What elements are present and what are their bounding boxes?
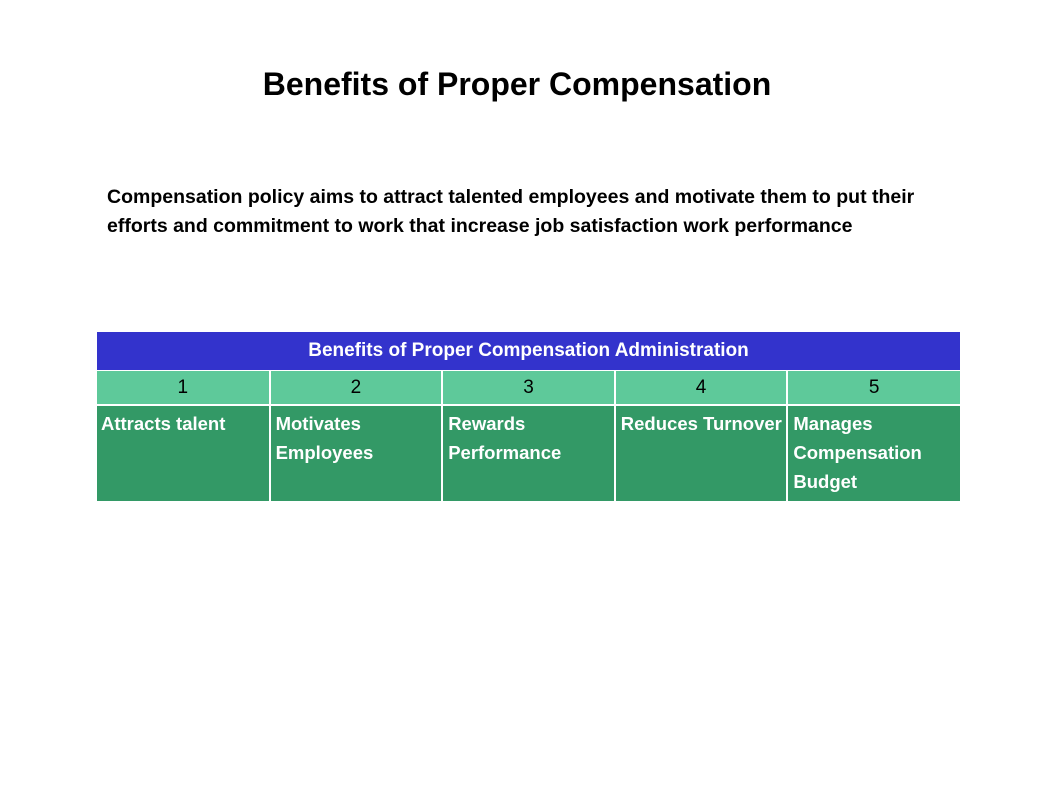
- number-cell: 3: [442, 371, 615, 406]
- benefit-cell: Motivates Employees: [270, 405, 443, 501]
- number-cell: 1: [97, 371, 270, 406]
- number-row: [97, 371, 960, 406]
- number-cell: 2: [270, 371, 443, 406]
- benefit-cell: Reduces Turnover: [615, 405, 788, 501]
- benefit-cell: Manages Compensation Budget: [787, 405, 960, 501]
- slide-title: Benefits of Proper Compensation: [262, 66, 772, 102]
- intro-paragraph: Compensation policy aims to attract talented employees and motivate them to put their efforts and commitment to work that increase job satisfaction work performance: [107, 186, 915, 237]
- benefit-cell: Rewards Performance: [442, 405, 615, 501]
- benefit-row: [97, 405, 960, 501]
- benefits-table: [97, 332, 960, 501]
- table-header: Benefits of Proper Compensation Administration: [97, 332, 960, 371]
- number-cell: 4: [615, 371, 788, 406]
- benefit-cell: Attracts talent: [97, 405, 270, 501]
- number-cell: 5: [787, 371, 960, 406]
